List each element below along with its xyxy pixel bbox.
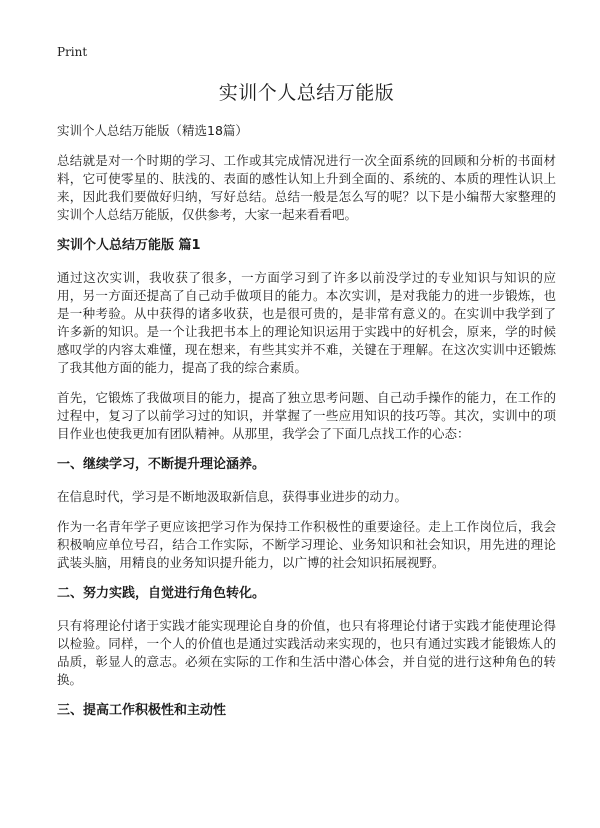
subheading-practice: 二、努力实践，自觉进行角色转化。	[57, 586, 266, 601]
page-title: 实训个人总结万能版	[218, 82, 395, 104]
body-paragraph-5: 只有将理论付诸于实践才能实现理论自身的价值，也只有将理论付诸于实践才能使理论得以检验。同样，一个人的价值也是通过实践活动来实现的，也只有通过实践才能锻炼人的品质，彰显人的意志。必须在实际的工作和生活中潜心体会，并自觉的进行这种角色的转换。	[57, 618, 556, 687]
body-paragraph-1: 通过这次实训，我收获了很多，一方面学习到了许多以前没学过的专业知识与知识的应用，另一方面还提高了自己动手做项目的能力。本次实训，是对我能力的进一步锻炼，也是一种考验。从中获得的诸多收获，也是很可贵的，是非常有意义的。在实训中我学到了许多新的知识。是一个让我把书本上的理论知识运用于实践中的好机会，原来，学的时候感叹学的内容太难懂，现在想来，有些其实并不难，关键在于理解。在这次实训中还锻炼了我其他方面的能力，提高了我的综合素质。	[57, 270, 556, 375]
subheading-continue-learning: 一、继续学习，不断提升理论涵养。	[57, 457, 266, 472]
body-paragraph-3: 在信息时代，学习是不断地汲取新信息，获得事业进步的动力。	[57, 489, 408, 504]
intro-paragraph: 总结就是对一个时期的学习、工作或其完成情况进行一次全面系统的回顾和分析的书面材料，它可使零星的、肤浅的、表面的感性认知上升到全面的、系统的、本质的理性认识上来，因此我们要做好归纳，写好总结。总结一般是怎么写的呢？以下是小编帮大家整理的实训个人总结万能版，仅供参考，大家一起来看看吧。	[57, 153, 556, 222]
subheading-initiative: 三、提高工作积极性和主动性	[57, 703, 227, 718]
print-label: Print	[57, 45, 88, 59]
body-paragraph-4: 作为一名青年学子更应该把学习作为保持工作积极性的重要途径。走上工作岗位后，我会积极响应单位号召，结合工作实际，不断学习理论、业务知识和社会知识，用先进的理论武装头脑，用精良的业务知识提升能力，以广博的社会知识拓展视野。	[57, 519, 556, 570]
body-paragraph-2: 首先，它锻炼了我做项目的能力，提高了独立思考问题、自己动手操作的能力，在工作的过程中，复习了以前学习过的知识，并掌握了一些应用知识的技巧等。其次，实训中的项目作业也使我更加有团队精神。从那里，我学会了下面几点找工作的心态：	[57, 390, 556, 441]
document-subtitle: 实训个人总结万能版（精选18篇）	[57, 123, 248, 138]
section-heading-part1: 实训个人总结万能版 篇1	[57, 238, 201, 253]
